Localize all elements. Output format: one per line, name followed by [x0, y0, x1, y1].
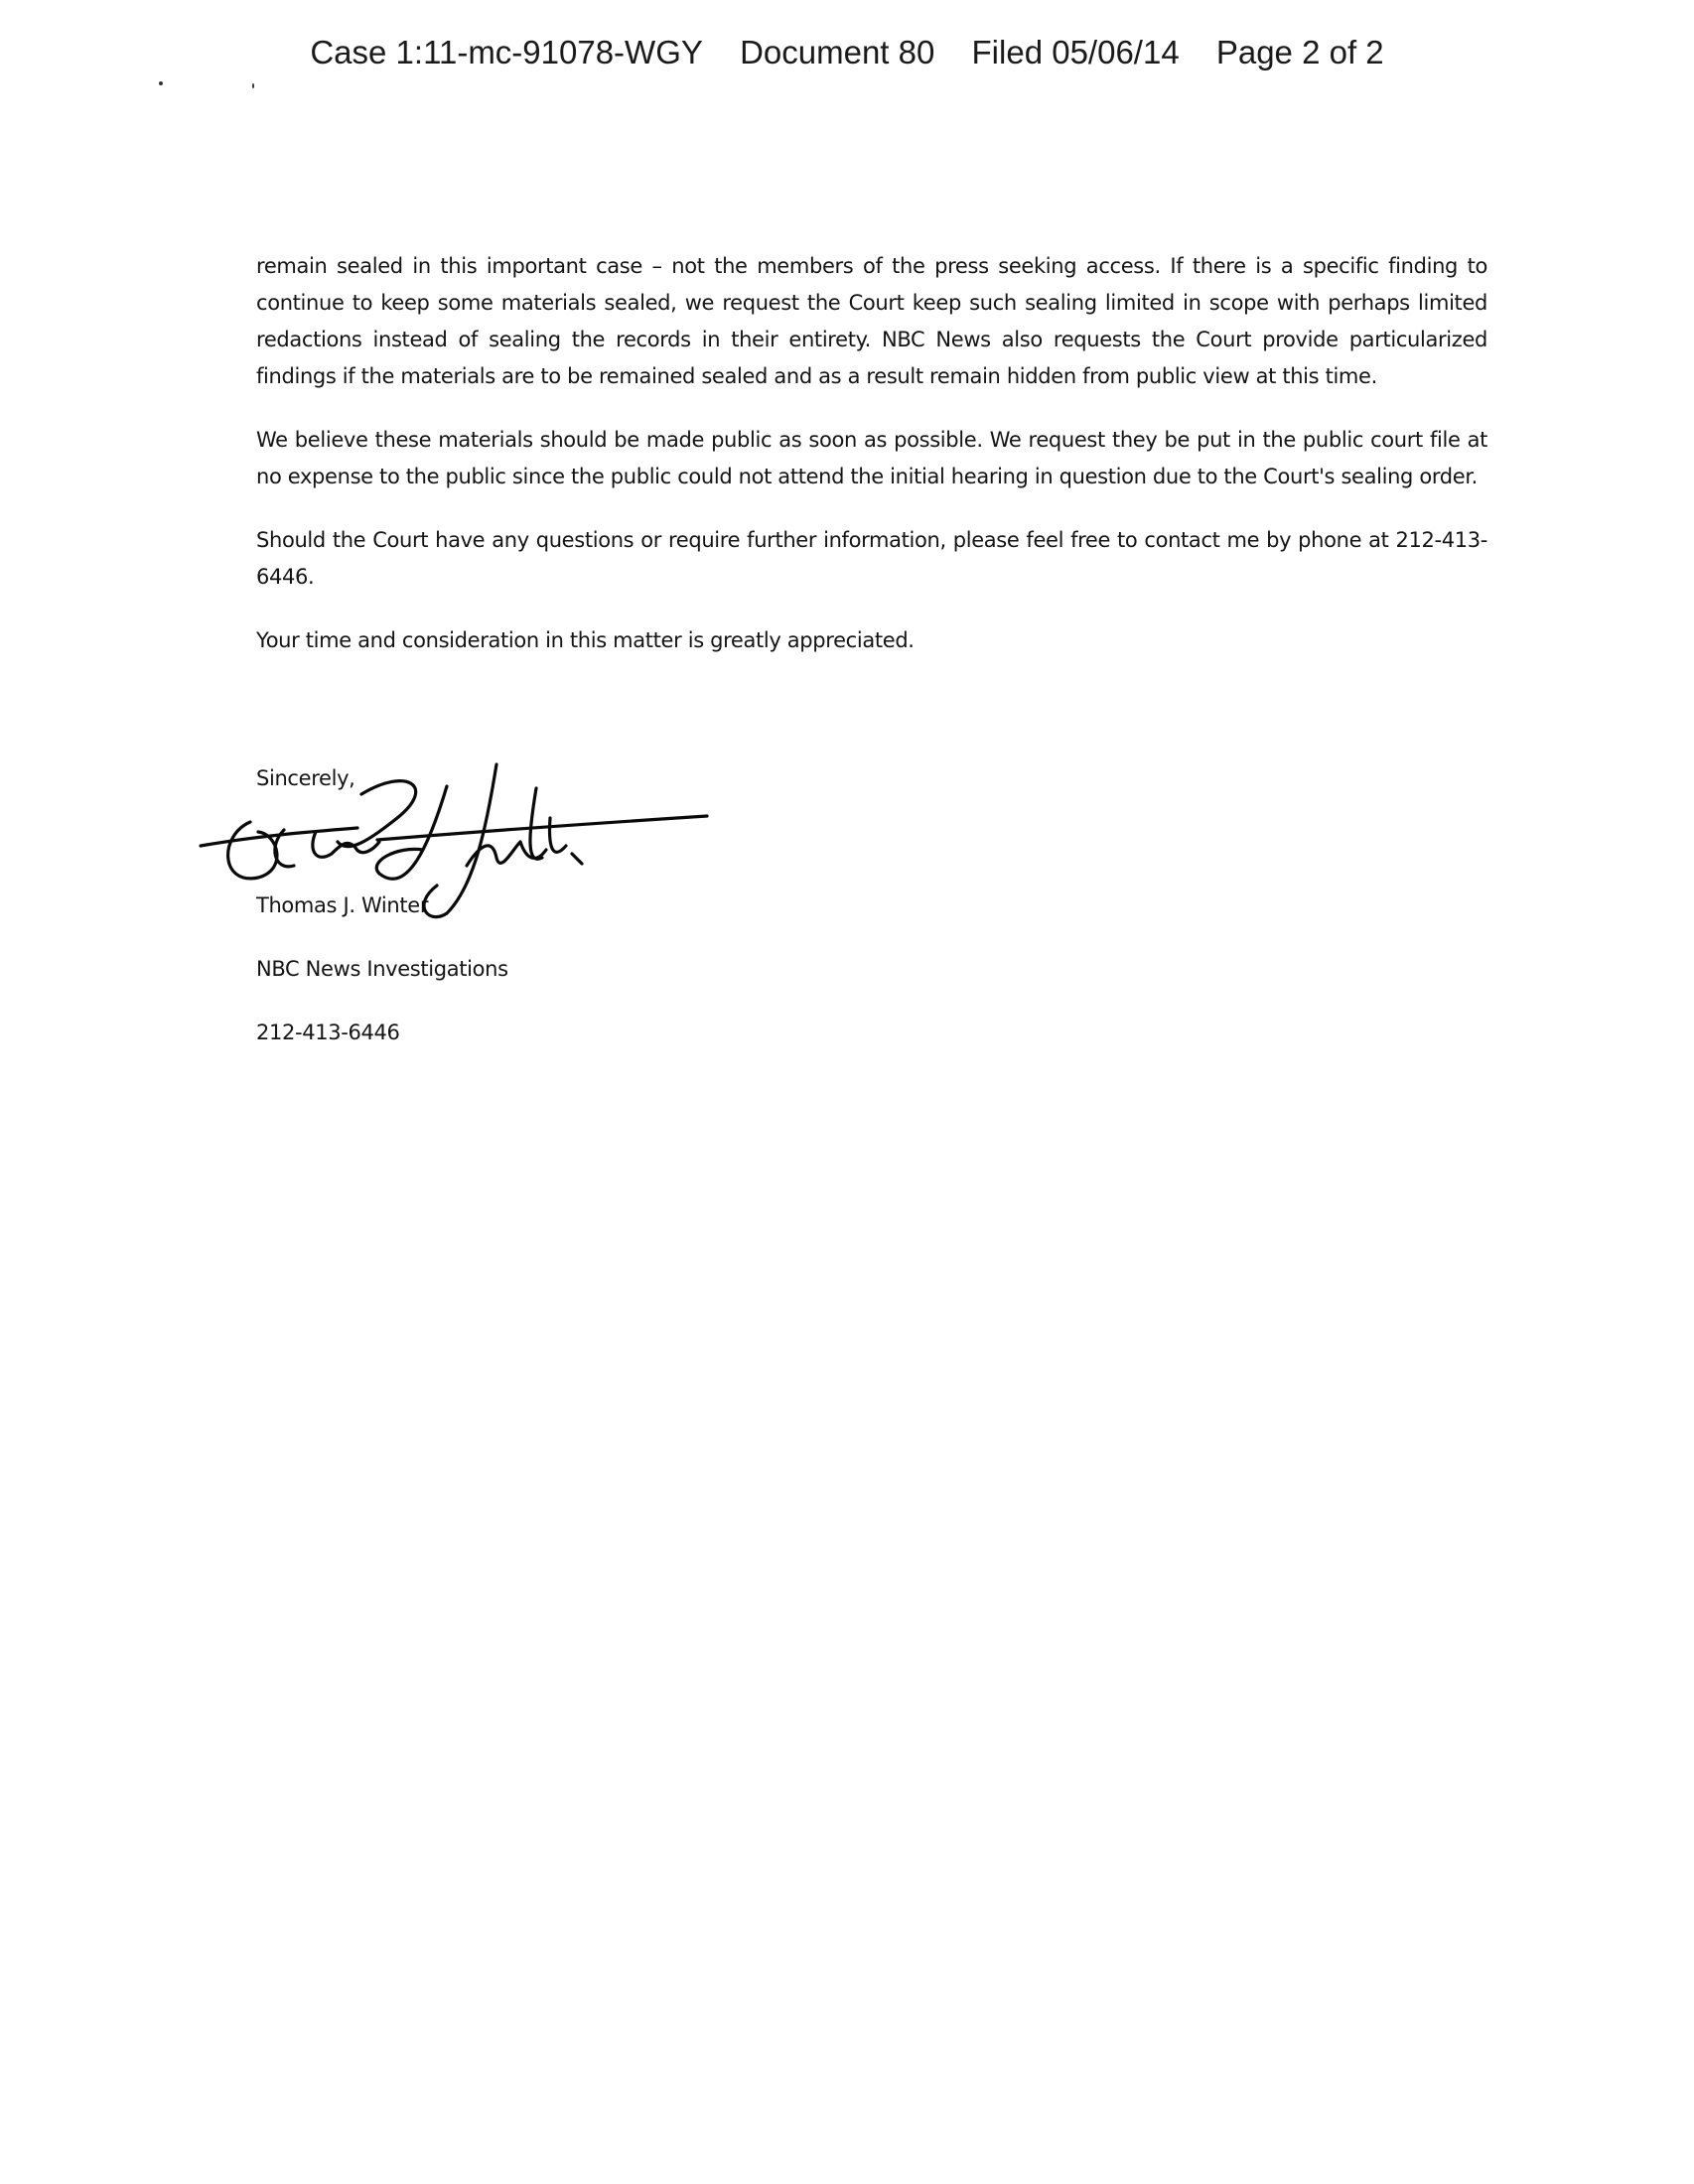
- signer-organization: NBC News Investigations: [256, 957, 508, 981]
- letter-paragraph: Should the Court have any questions or require further information, please feel free to contact me by phone at 212-413-6446.: [256, 528, 1487, 589]
- scan-speck: [252, 83, 254, 88]
- signer-phone: 212-413-6446: [256, 1021, 400, 1044]
- document-number: Document 80: [740, 34, 935, 70]
- scan-speck: [159, 81, 163, 85]
- handwritten-signature: [199, 747, 715, 945]
- letter-paragraph: remain sealed in this important case – not the members of the press seeking access. If there is a specific finding to continue to keep some materials sealed, we request the Court keep such sealing limited in scope with perhaps limited redactions instead of sealing the records in their entirety. NBC News also requests the Court provide particularized findings if the materials are to be remained sealed and as a result remain hidden from public view at this time.: [256, 254, 1487, 388]
- letter-body: [256, 248, 1487, 686]
- case-number: Case 1:11-mc-91078-WGY: [310, 34, 703, 70]
- page-number: Page 2 of 2: [1215, 34, 1384, 70]
- filed-date: Filed 05/06/14: [971, 34, 1180, 70]
- letter-paragraph: Your time and consideration in this matter is greatly appreciated.: [256, 628, 915, 652]
- signer-name: Thomas J. Winter: [256, 893, 429, 917]
- letter-paragraph: We believe these materials should be made public as soon as possible. We request they be put in the public court file at no expense to the public since the public could not attend the initial hearing in question due to the Court's sealing order.: [256, 428, 1487, 488]
- document-header: [0, 34, 1694, 71]
- closing-salutation: Sincerely,: [256, 766, 355, 790]
